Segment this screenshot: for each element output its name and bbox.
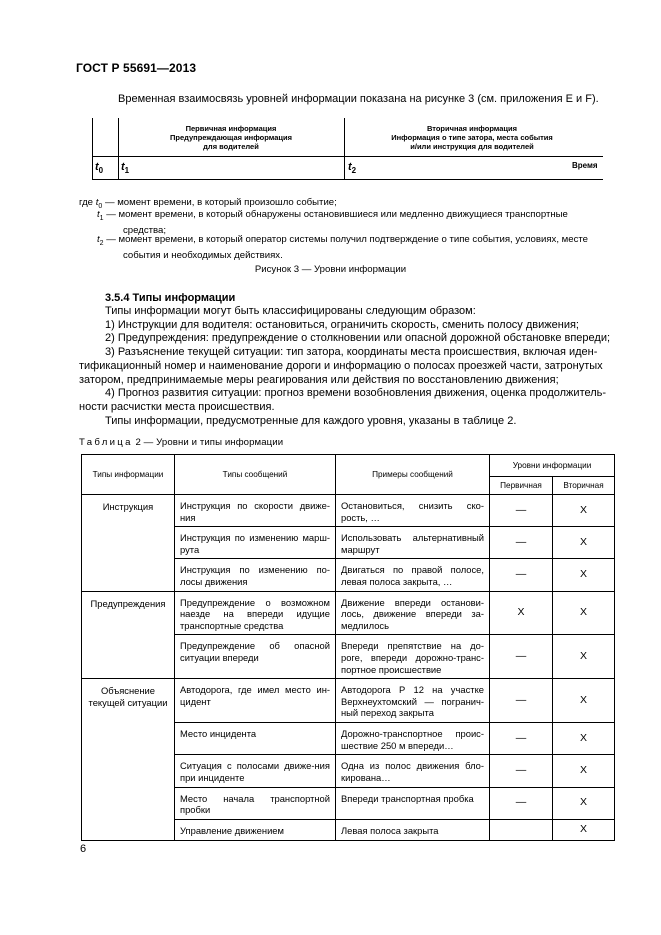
- secondary-level-cell: X: [553, 559, 615, 591]
- example-cell: Одна из полос движения бло-кирована…: [336, 755, 490, 787]
- secondary-level-cell: X: [553, 495, 615, 527]
- figure-caption: Рисунок 3 — Уровни информации: [254, 264, 407, 275]
- primary-level-cell: —: [490, 527, 553, 559]
- section-line: затором, предпринимаемые меры реагирования или действия по восстановлению движения;: [79, 374, 559, 386]
- message-cell: Инструкция по изменению по-лосы движения: [175, 559, 336, 591]
- category-cell: Предупреждения: [82, 591, 175, 679]
- table-caption: Таблица 2 — Уровни и типы информации: [79, 437, 284, 448]
- secondary-level-cell: X: [553, 635, 615, 679]
- section-line: 1) Инструкции для водителя: остановиться, ограничить скорость, сменить полосу движения;: [105, 319, 579, 331]
- header-levels: Уровни информации: [490, 455, 615, 477]
- section-line: 3) Разъяснение текущей ситуации: тип затора, координаты места происшествия, включая иден-: [105, 346, 598, 358]
- section-line: Типы информации, предусмотренные для каждого уровня, указаны в таблице 2.: [105, 415, 517, 427]
- message-cell: Предупреждение об опасной ситуации впереди: [175, 635, 336, 679]
- header-examples: Примеры сообщений: [336, 455, 490, 495]
- intro-paragraph: Временная взаимосвязь уровней информации показана на рисунке 3 (см. приложения Е и F).: [118, 93, 599, 105]
- message-cell: Место начала транспортной пробки: [175, 787, 336, 819]
- legend-item: $t_1$ — момент времени, в который обнаружены остановившиеся или медленно движущиеся транспортные средства;: [97, 209, 568, 237]
- primary-level-cell: —: [490, 787, 553, 819]
- secondary-level-cell: X: [553, 591, 615, 635]
- section-line: 2) Предупреждения: предупреждение о столкновении или опасной дорожной обстановке впереди;: [105, 332, 611, 344]
- example-cell: Впереди препятствие на до-роге, впереди дорожно-транс-портное происшествие: [336, 635, 490, 679]
- secondary-info-label: Вторичная информация Информация о типе затора, места события и/или инструкция для водителей: [391, 124, 553, 151]
- section-line: Типы информации могут быть классифицированы следующим образом:: [105, 305, 476, 317]
- message-cell: Место инцидента: [175, 723, 336, 755]
- section-heading: 3.5.4 Типы информации: [105, 292, 236, 304]
- example-cell: Использовать альтернативный маршрут: [336, 527, 490, 559]
- example-cell: Движение впереди останови-лось, движение впереди за-медлилось: [336, 591, 490, 635]
- page-number: 6: [80, 843, 87, 855]
- header-types: Типы информации: [82, 455, 175, 495]
- timeline-bottom-line: [92, 179, 603, 180]
- secondary-level-cell: X: [553, 679, 615, 723]
- primary-level-cell: —: [490, 723, 553, 755]
- secondary-level-cell: X: [553, 819, 615, 840]
- message-cell: Автодорога, где имел место ин-цидент: [175, 679, 336, 723]
- section-line: 4) Прогноз развития ситуации: прогноз времени возобновления движения, оценка продолжитель-: [105, 387, 607, 399]
- primary-info-label: Первичная информация Предупреждающая информация для водителей: [170, 124, 292, 151]
- primary-level-cell: —: [490, 495, 553, 527]
- primary-level-cell: —: [490, 559, 553, 591]
- header-primary: Первичная: [490, 477, 553, 495]
- info-types-table: [81, 454, 615, 841]
- primary-level-cell: X: [490, 591, 553, 635]
- example-cell: Автодорога Р 12 на участке Верхнеухтомский — погранич-ный переход закрыта: [336, 679, 490, 723]
- category-cell: Инструкция: [82, 495, 175, 592]
- t0-label: $t_0$: [95, 161, 104, 176]
- legend-item: где $t_0$ — момент времени, в который произошло событие;: [79, 197, 337, 210]
- time-axis-label: Время: [572, 161, 598, 170]
- message-cell: Управление движением: [175, 819, 336, 840]
- primary-level-cell: —: [490, 755, 553, 787]
- document-header: ГОСТ Р 55691—2013: [76, 61, 197, 75]
- category-cell: Объяснение текущей ситуации: [82, 679, 175, 841]
- header-messages: Типы сообщений: [175, 455, 336, 495]
- table-row: [82, 495, 615, 527]
- secondary-level-cell: X: [553, 723, 615, 755]
- timeline-top-line: [92, 156, 603, 157]
- example-cell: Дорожно-транспортное проис-шествие 250 м впереди…: [336, 723, 490, 755]
- header-secondary: Вторичная: [553, 477, 615, 495]
- example-cell: Впереди транспортная пробка: [336, 787, 490, 819]
- message-cell: Инструкция по скорости движе-ния: [175, 495, 336, 527]
- primary-level-cell: —: [490, 635, 553, 679]
- table-row: [82, 679, 615, 723]
- t0-axis-line: [92, 118, 93, 179]
- example-cell: Остановиться, снизить ско-рость, …: [336, 495, 490, 527]
- section-line: тификационный номер и наименование дороги и информацию о полосах проезжей части, затронутых: [79, 360, 603, 372]
- message-cell: Инструкция по изменению марш-рута: [175, 527, 336, 559]
- legend-item: $t_2$ — момент времени, в который оператор системы получил подтверждение о типе события, условиях, месте события и необходимых действиях.: [97, 234, 588, 262]
- message-cell: Ситуация с полосами движе-ния при инциденте: [175, 755, 336, 787]
- section-line: ности расчистки места происшествия.: [79, 401, 275, 413]
- secondary-level-cell: X: [553, 787, 615, 819]
- t1-label: $t_1$: [121, 161, 130, 176]
- message-cell: Предупреждение о возможном наезде на впереди идущие транспортные средства: [175, 591, 336, 635]
- table-row: [82, 591, 615, 635]
- example-cell: Двигаться по правой полосе, левая полоса закрыта, …: [336, 559, 490, 591]
- secondary-level-cell: X: [553, 527, 615, 559]
- primary-level-cell: —: [490, 679, 553, 723]
- example-cell: Левая полоса закрыта: [336, 819, 490, 840]
- t2-label: $t_2$: [348, 161, 357, 176]
- secondary-level-cell: X: [553, 755, 615, 787]
- primary-level-cell: [490, 819, 553, 840]
